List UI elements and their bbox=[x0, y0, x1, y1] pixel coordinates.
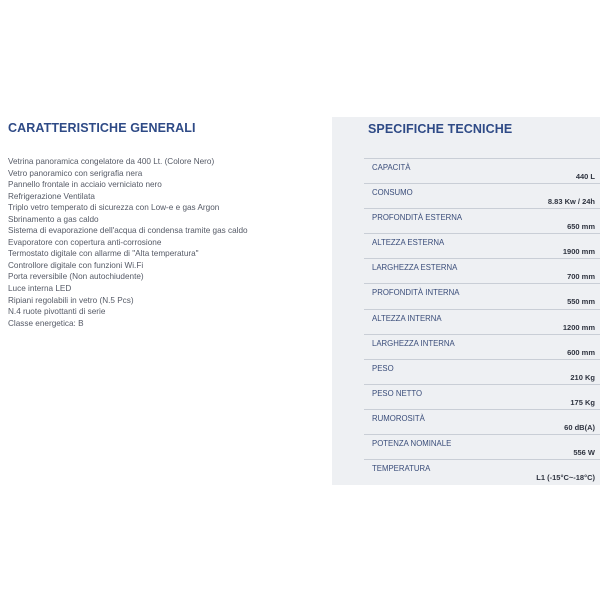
spec-value: L1 (-15°C~-18°C) bbox=[536, 473, 595, 483]
spec-row bbox=[364, 208, 600, 233]
spec-value: 700 mm bbox=[567, 272, 595, 282]
spec-row bbox=[364, 384, 600, 409]
feature-item: Triplo vetro temperato di sicurezza con Low-e e gas Argon bbox=[8, 203, 220, 213]
feature-item: N.4 ruote pivottanti di serie bbox=[8, 307, 106, 317]
spec-value: 440 L bbox=[575, 172, 595, 181]
feature-item: Ripiani regolabili in vetro (N.5 Pcs) bbox=[8, 295, 134, 305]
spec-label: LARGHEZZA ESTERNA bbox=[372, 263, 458, 273]
spec-label: PESO NETTO bbox=[372, 388, 423, 398]
spec-row bbox=[364, 233, 600, 258]
spec-row bbox=[364, 459, 600, 484]
feature-item: Pannello frontale in acciaio verniciato nero bbox=[8, 180, 162, 190]
feature-item: Controllore digitale con funzioni Wi.Fi bbox=[8, 260, 144, 270]
specs-table bbox=[364, 158, 600, 484]
spec-label: PROFONDITÀ INTERNA bbox=[372, 288, 460, 298]
general-features-panel bbox=[0, 117, 332, 485]
spec-label: RUMOROSITÀ bbox=[372, 413, 425, 423]
feature-item: Refrigerazione Ventilata bbox=[8, 191, 95, 201]
spec-row bbox=[364, 283, 600, 308]
spec-value: 600 mm bbox=[567, 347, 595, 357]
feature-item: Sbrinamento a gas caldo bbox=[8, 214, 99, 224]
feature-item: Porta reversibile (Non autochiudente) bbox=[8, 272, 144, 282]
spec-label: PESO bbox=[372, 363, 394, 373]
general-features-list bbox=[8, 156, 248, 329]
spec-row bbox=[364, 183, 600, 208]
technical-specs-title: SPECIFICHE TECNICHE bbox=[368, 122, 513, 136]
spec-row bbox=[364, 334, 600, 359]
spec-label: CAPACITÀ bbox=[372, 163, 411, 172]
spec-value: 1900 mm bbox=[562, 247, 595, 257]
spec-row bbox=[364, 359, 600, 384]
spec-value: 550 mm bbox=[567, 297, 595, 307]
feature-item: Termostato digitale con allarme di "Alta temperatura" bbox=[8, 249, 199, 259]
general-features-title: CARATTERISTICHE GENERALI bbox=[8, 121, 196, 135]
feature-item: Sistema di evaporazione dell'acqua di condensa tramite gas caldo bbox=[8, 226, 248, 236]
spec-row bbox=[364, 258, 600, 283]
spec-row bbox=[364, 158, 600, 183]
spec-label: ALTEZZA ESTERNA bbox=[372, 238, 445, 248]
feature-item: Vetro panoramico con serigrafia nera bbox=[8, 168, 143, 178]
spec-value: 210 Kg bbox=[570, 372, 595, 382]
spec-value: 8.83 Kw / 24h bbox=[547, 197, 595, 207]
spec-row bbox=[364, 309, 600, 334]
spec-label: POTENZA NOMINALE bbox=[372, 439, 452, 449]
spec-value: 60 dB(A) bbox=[564, 422, 595, 432]
feature-item: Vetrina panoramica congelatore da 400 Lt. (Colore Nero) bbox=[8, 157, 215, 166]
spec-label: CONSUMO bbox=[372, 188, 413, 198]
spec-value: 650 mm bbox=[567, 222, 595, 232]
spec-label: LARGHEZZA INTERNA bbox=[372, 338, 455, 348]
feature-item: Classe energetica: B bbox=[8, 318, 84, 328]
technical-specs-panel bbox=[332, 117, 600, 485]
spec-row bbox=[364, 409, 600, 434]
spec-label: TEMPERATURA bbox=[372, 464, 431, 474]
spec-value: 556 W bbox=[573, 448, 595, 458]
spec-row bbox=[364, 434, 600, 459]
spec-label: PROFONDITÀ ESTERNA bbox=[372, 213, 463, 223]
spec-label: ALTEZZA INTERNA bbox=[372, 313, 442, 323]
feature-item: Luce interna LED bbox=[8, 284, 72, 294]
feature-item: Evaporatore con copertura anti-corrosione bbox=[8, 237, 162, 247]
spec-value: 1200 mm bbox=[562, 322, 595, 332]
spec-value: 175 Kg bbox=[570, 397, 595, 407]
